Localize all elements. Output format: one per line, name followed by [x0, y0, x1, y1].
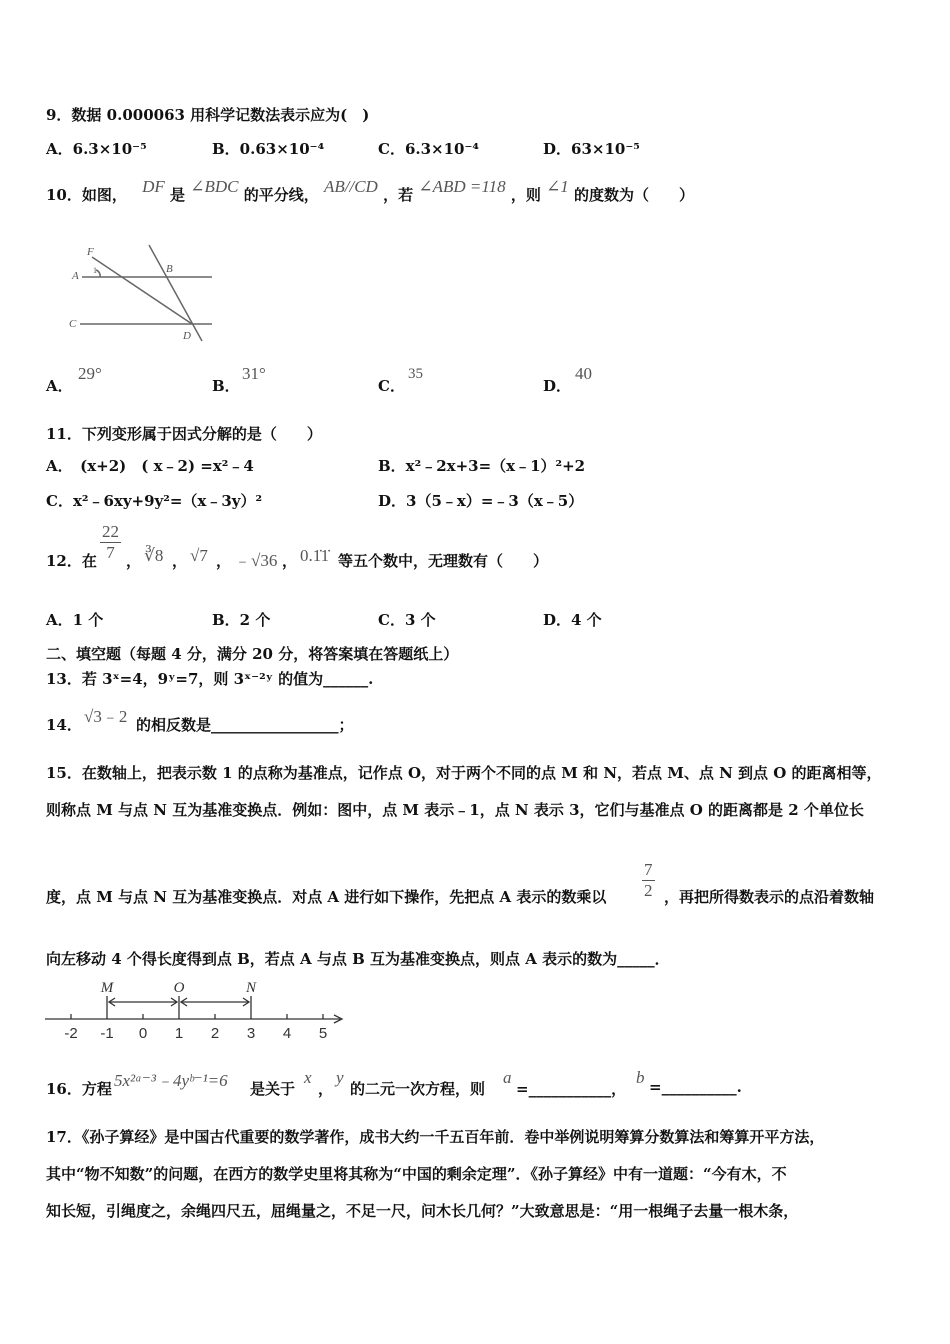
q15-line4: 向左移动 4 个得长度得到点 B，若点 A 与点 B 互为基准变换点，则点 A 表示的数为_____．: [46, 950, 670, 968]
tick-label: 0: [138, 1025, 148, 1042]
q16-var-a: a: [503, 1068, 512, 1087]
line-fd: [92, 257, 192, 324]
q12-sqrt7: √7: [190, 546, 208, 565]
q17-line3: 知长短，引绳度之，余绳四尺五，屈绳量之，不足一尺，问木长几何？”大致意思是：“用一根绳子去量一根木条，: [46, 1202, 799, 1220]
q9-option-d: D．63×10⁻⁵: [543, 140, 640, 158]
q17-line1: 17．《孙子算经》是中国古代重要的数学著作，成书大约一千五百年前．卷中举例说明筹算分数算法和筹算开平方法，: [46, 1128, 825, 1146]
tick-label: 1: [174, 1025, 184, 1042]
q12-sep3: ，: [216, 552, 232, 570]
q9-option-b: B．0.63×10⁻⁴: [212, 140, 325, 158]
q14-num: 14．: [46, 716, 82, 734]
label-m: M: [100, 980, 114, 996]
label-o: O: [173, 980, 185, 996]
q10-ruo: ，若: [383, 186, 414, 204]
label-f: F: [87, 246, 94, 258]
q9-option-c: C．6.3×10⁻⁴: [378, 140, 479, 158]
q13-text: 13．若 3ˣ=4，9ʸ=7，则 3ˣ⁻²ʸ 的值为______.: [46, 670, 374, 688]
q10-figure: [62, 240, 222, 345]
q12-repeating-decimal: 0.1̇1̇: [300, 546, 330, 565]
q11-option-a: A． (x+2) ( x﹣2) =x²﹣4: [46, 457, 254, 475]
label-n: N: [245, 980, 257, 996]
q15-line3b: ，再把所得数表示的点沿着数轴: [664, 888, 875, 906]
label-a: A: [72, 270, 79, 282]
q12-frac-num: 22: [102, 522, 119, 541]
q14-text: 的相反数是_________________；: [136, 716, 354, 734]
q17-line2: 其中“物不知数”的问题，在西方的数学史里将其称为“中国的剩余定理”．《孙子算经》中有一道题：“今有木，不: [46, 1165, 787, 1183]
q14-expression: √3﹣2: [84, 707, 128, 726]
label-1: 1: [93, 266, 97, 275]
q12-sep4: ，: [282, 552, 298, 570]
q16-var-b: b: [636, 1068, 645, 1087]
tick-label: -1: [100, 1025, 114, 1042]
q16-comma: ，: [318, 1080, 334, 1098]
section-2-heading: 二、填空题（每题 4 分，满分 20 分，将答案填在答题纸上）: [46, 645, 459, 663]
label-b: B: [166, 263, 173, 275]
q15-line3a: 度，点 M 与点 N 互为基准变换点．对点 A 进行如下操作，先把点 A 表示的数乘以: [46, 888, 607, 906]
q12-cbrt8: ∛8: [144, 546, 164, 565]
q12-sep2: ，: [172, 552, 188, 570]
q12-frac-den: 7: [106, 543, 115, 562]
q15-line1: 15．在数轴上，把表示数 1 的点称为基准点，记作点 O，对于两个不同的点 M 和 N，若点 M、点 N 到点 O 的距离相等，: [46, 764, 882, 782]
q10-option-a-value: 29°: [78, 364, 102, 383]
q10-angle-1: ∠1: [546, 177, 569, 196]
q10-stem: [46, 177, 695, 205]
q10-bisector: 的平分线，: [243, 186, 319, 204]
q9-stem: 9．数据 0.000063 用科学记数法表示应为( ): [46, 106, 370, 124]
q10-option-c-value: 35: [408, 366, 423, 382]
q16-num: 16．方程: [46, 1080, 112, 1098]
q12-tail: 等五个数中，无理数有（ ）: [338, 552, 549, 570]
tick-label: -2: [64, 1025, 78, 1042]
q10-num: 10．如图，: [46, 186, 127, 204]
q12-option-c: C．3 个: [378, 611, 436, 629]
q10-ab-cd: AB//CD: [324, 177, 378, 196]
q10-option-d-value: 40: [575, 364, 592, 383]
q10-df: DF: [142, 177, 165, 196]
q10-option-b-label: B．: [212, 377, 240, 395]
q10-option-a-label: A．: [46, 377, 73, 395]
q16-var-y: y: [336, 1068, 344, 1087]
q9-option-a: A．6.3×10⁻⁵: [46, 140, 147, 158]
q10-angle-abd: ∠ABD =118: [418, 177, 506, 196]
tick-label: 3: [246, 1025, 256, 1042]
q15-frac-num: 7: [644, 860, 653, 879]
q10-angle-bdc: ∠BDC: [190, 177, 239, 196]
q12-option-b: B．2 个: [212, 611, 271, 629]
line-bd: [149, 245, 202, 341]
q11-stem: 11．下列变形属于因式分解的是（ ）: [46, 425, 322, 443]
q12-option-d: D．4 个: [543, 611, 602, 629]
label-c: C: [69, 318, 77, 330]
q10-ze: ，则: [510, 186, 541, 204]
tick-label: 4: [282, 1025, 292, 1042]
q10-option-c-label: C．: [378, 377, 405, 395]
tick-label: 2: [210, 1025, 220, 1042]
q16-answer-b: =__________.: [649, 1078, 742, 1096]
q10-tail: 的度数为（ ）: [574, 186, 695, 204]
q11-option-c: C．x²﹣6xy+9y²=（x﹣3y）²: [46, 492, 263, 510]
q10-option-b-value: 31°: [242, 364, 266, 383]
tick-label: 5: [318, 1025, 328, 1042]
q16-mid2: 的二元一次方程，则: [350, 1080, 486, 1098]
q11-option-b: B．x²﹣2x+3=（x﹣1）²+2: [378, 457, 586, 475]
q12-fraction: [100, 522, 121, 563]
q11-option-d: D．3（5﹣x）=﹣3（x﹣5）: [378, 492, 584, 510]
q15-frac-den: 2: [644, 881, 653, 900]
q16-answer-a: =___________，: [516, 1080, 627, 1098]
q12-neg-sqrt36: ﹣√36: [234, 551, 278, 570]
q15-fraction: [642, 860, 655, 901]
q12-option-a: A．1 个: [46, 611, 104, 629]
q16-equation: 5x²ᵃ⁻³﹣4yᵇ⁻¹=6: [114, 1071, 228, 1090]
q16-mid: 是关于: [250, 1080, 296, 1098]
q10-option-d-label: D．: [543, 377, 572, 395]
q12-sep1: ，: [126, 552, 142, 570]
q15-line2: 则称点 M 与点 N 互为基准变换点．例如：图中，点 M 表示﹣1，点 N 表示 3，它们与基准点 O 的距离都是 2 个单位长: [46, 801, 864, 819]
q16-var-x: x: [304, 1068, 312, 1087]
label-d: D: [183, 330, 191, 342]
q12-num: 12．在: [46, 552, 97, 570]
q15-number-line: [40, 978, 350, 1043]
q10-shi: 是: [170, 186, 186, 204]
